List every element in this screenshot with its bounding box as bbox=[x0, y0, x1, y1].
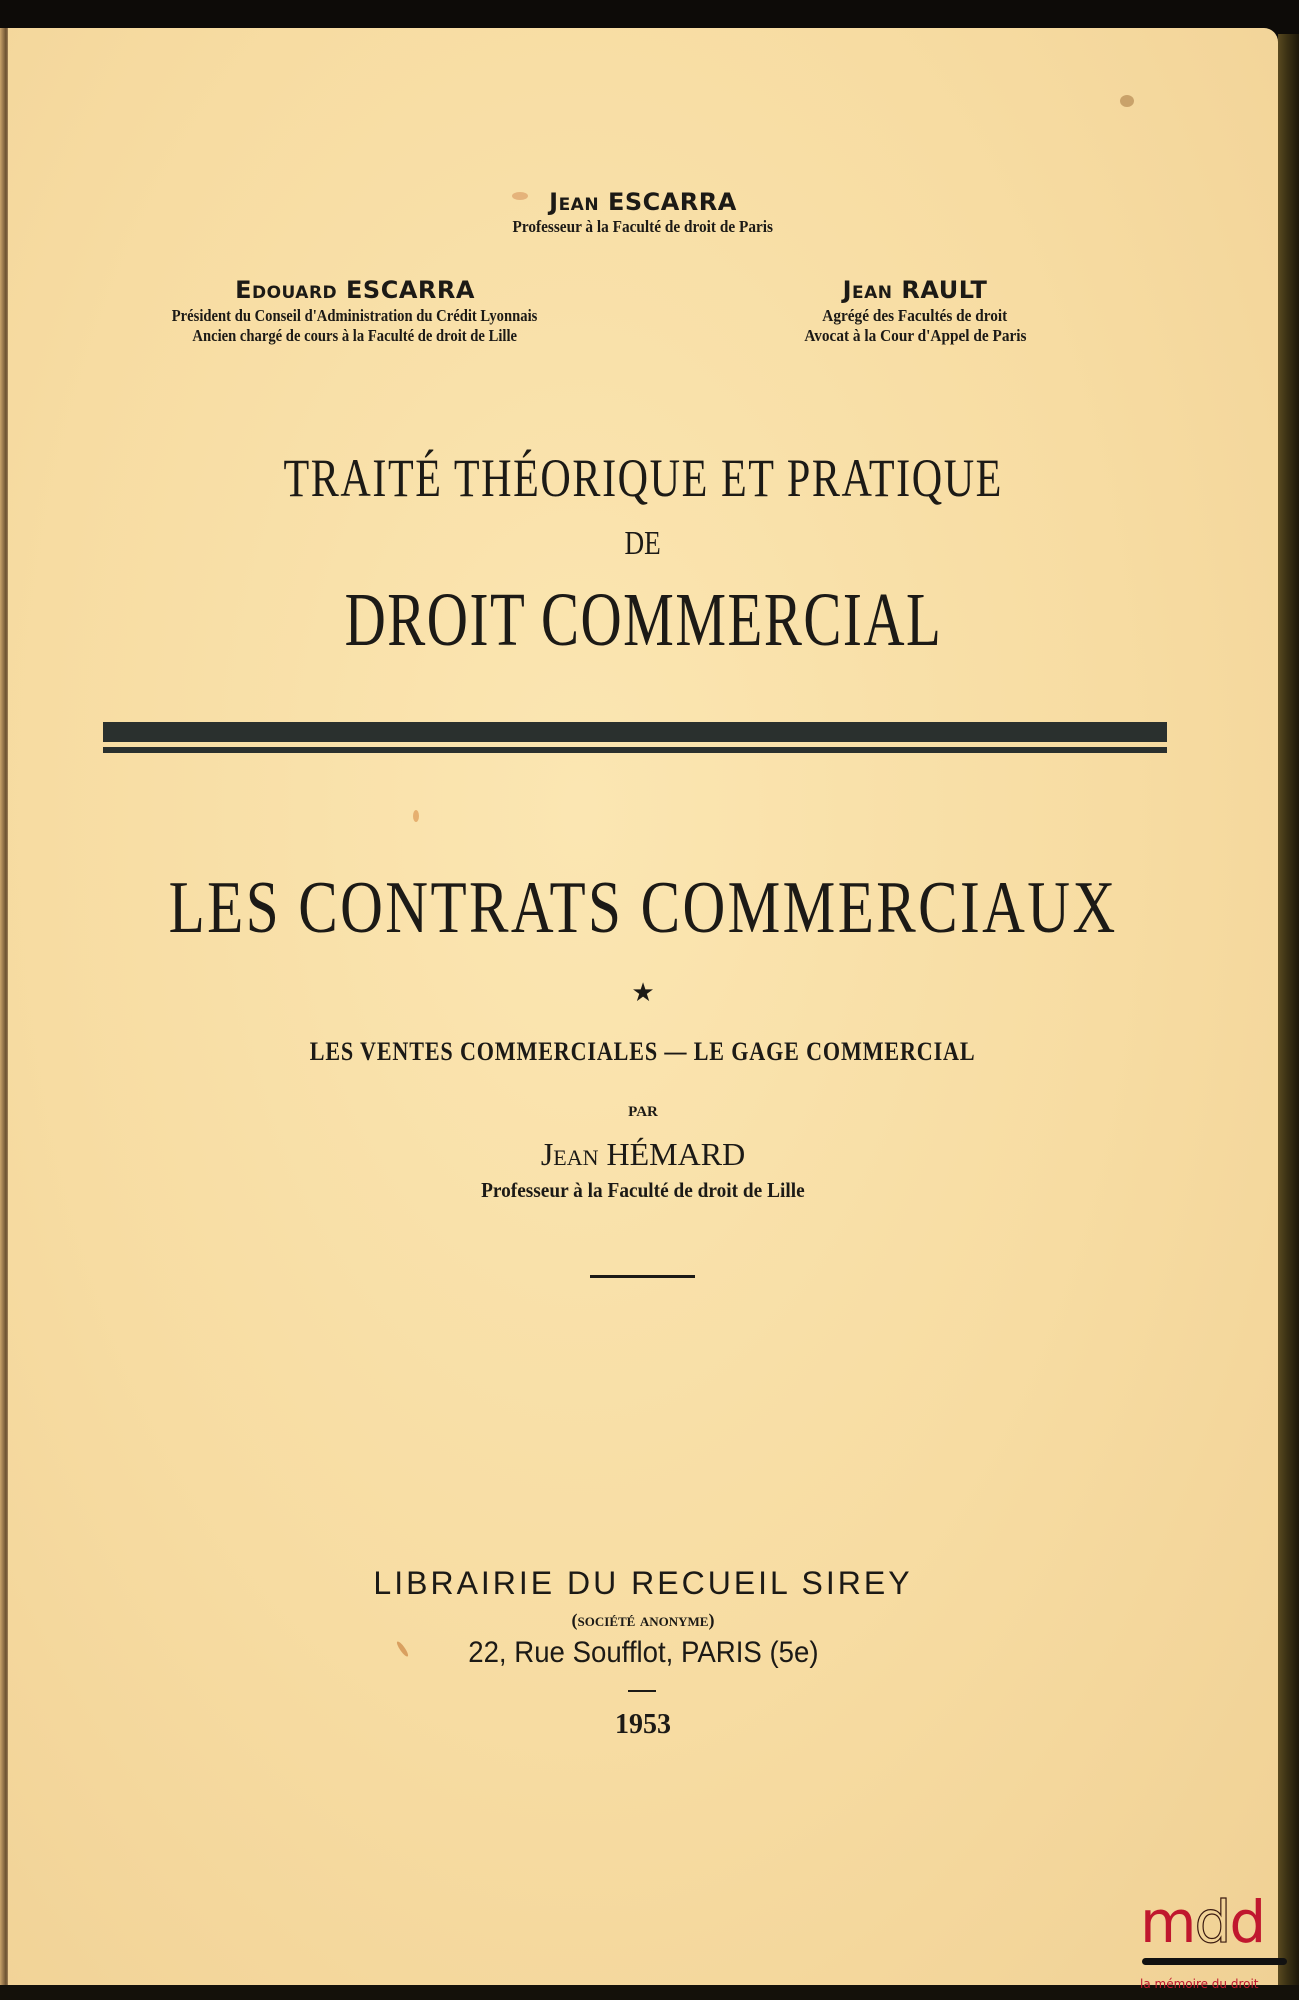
mdd-logo-bar bbox=[1142, 1958, 1287, 1965]
series-title-line-1: TRAITÉ THÉORIQUE ET PRATIQUE bbox=[283, 448, 1003, 508]
primary-author-last: ESCARRA bbox=[607, 188, 737, 216]
left-author-role-1: Président du Conseil d'Administration du Crédit Lyonnais bbox=[172, 306, 538, 325]
left-author-first: Edouard bbox=[235, 276, 338, 304]
mdd-logo-tagline: la mémoire du droit bbox=[1140, 1977, 1259, 1991]
primary-author-role: Professeur à la Faculté de droit de Paris bbox=[512, 217, 774, 236]
primary-author-first: Jean bbox=[549, 188, 600, 216]
foxing-stain bbox=[413, 810, 419, 822]
left-author-role-2: Ancien chargé de cours à la Faculté de droit de Lille bbox=[192, 326, 518, 345]
by-label: PAR bbox=[628, 1104, 658, 1120]
primary-author bbox=[8, 188, 1278, 237]
book-bottom-edge bbox=[0, 1985, 1299, 2000]
foxing-stain bbox=[1120, 95, 1134, 107]
mdd-watermark-logo bbox=[1140, 1888, 1285, 2000]
star-icon: ★ bbox=[631, 978, 655, 1008]
decorative-rule-thin bbox=[103, 747, 1167, 753]
decorative-rule-thick bbox=[103, 722, 1167, 742]
volume-subtitle: LES VENTES COMMERCIALES — LE GAGE COMMERCIAL bbox=[310, 1037, 976, 1066]
volume-author: Jean HÉMARD bbox=[540, 1136, 746, 1172]
series-title-line-3: DROIT COMMERCIAL bbox=[344, 578, 942, 662]
publisher-type: (société anonyme) bbox=[571, 1610, 715, 1630]
volume-title: LES CONTRATS COMMERCIAUX bbox=[168, 867, 1118, 949]
publisher-name: LIBRAIRIE DU RECUEIL SIREY bbox=[373, 1565, 913, 1601]
right-author bbox=[730, 276, 1100, 346]
left-author-last: ESCARRA bbox=[346, 276, 475, 304]
publisher-dash bbox=[628, 1690, 656, 1692]
right-author-first: Jean bbox=[842, 276, 893, 304]
right-author-role-2: Avocat à la Cour d'Appel de Paris bbox=[803, 326, 1027, 345]
mdd-logo-text: mdd bbox=[1140, 1888, 1265, 1956]
publisher-address: 22, Rue Soufflot, PARIS (5e) bbox=[467, 1636, 819, 1669]
left-author bbox=[75, 276, 635, 346]
volume-author-role: Professeur à la Faculté de droit de Lille bbox=[481, 1178, 805, 1202]
series-title-line-2: DE bbox=[624, 525, 662, 562]
publication-year: 1953 bbox=[615, 1709, 671, 1740]
book-spine-edge bbox=[1278, 34, 1299, 2000]
right-author-last: RAULT bbox=[901, 276, 988, 304]
right-author-role-1: Agrégé des Facultés de droit bbox=[822, 306, 1008, 325]
separator-rule bbox=[590, 1275, 695, 1278]
